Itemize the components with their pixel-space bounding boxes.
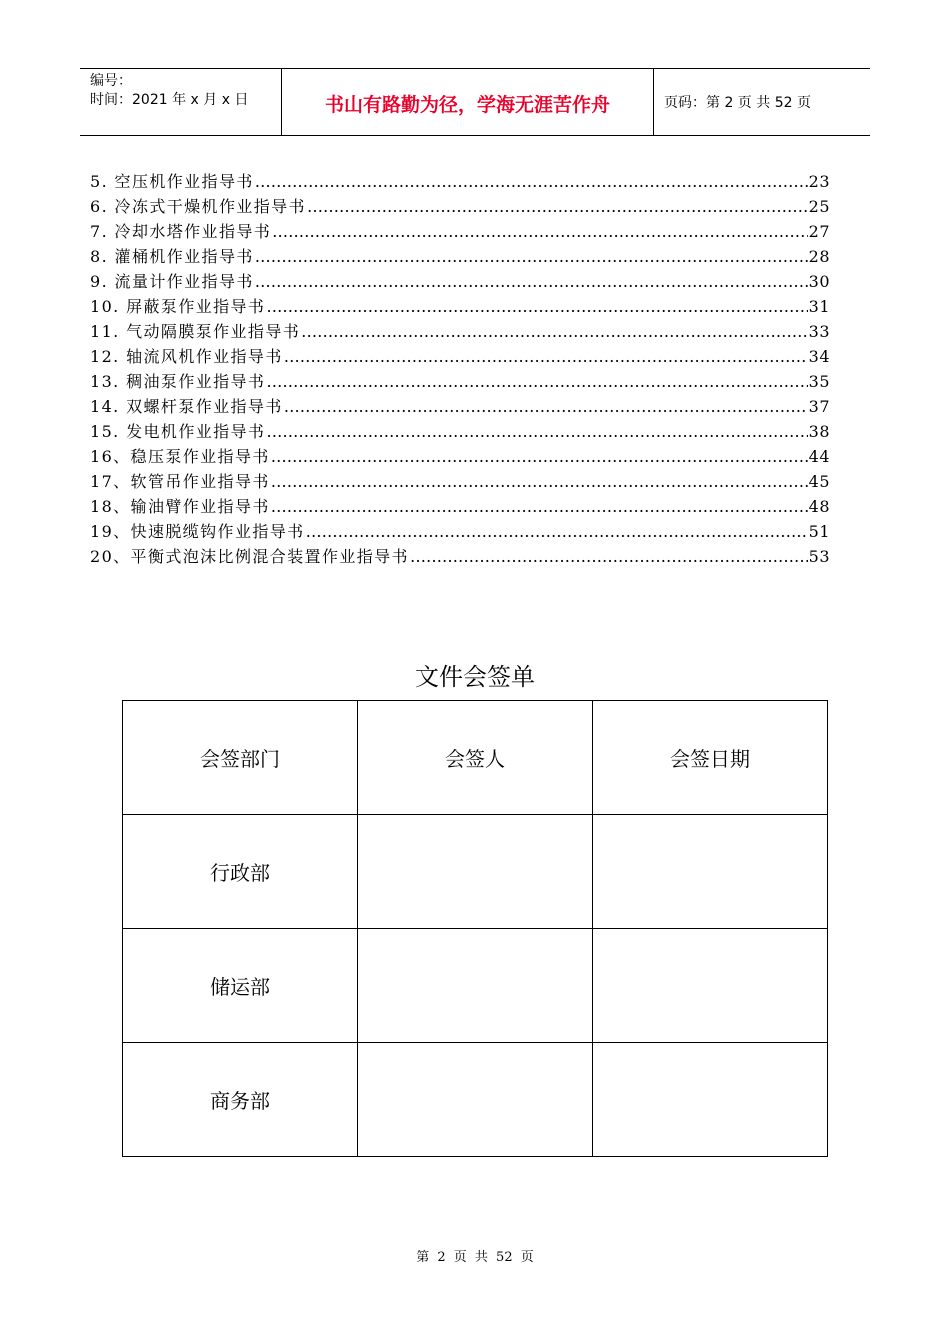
toc-entry-title: 6. 冷冻式干燥机作业指导书 — [90, 197, 306, 216]
toc-entry-title: 20、平衡式泡沫比例混合装置作业指导书 — [90, 547, 409, 566]
table-row — [123, 1043, 828, 1157]
toc-entry-page: 38 — [808, 422, 830, 441]
toc-dot-leader — [410, 544, 808, 569]
toc-dot-leader — [255, 169, 808, 194]
department-cell: 商务部 — [123, 1043, 358, 1157]
signer-cell[interactable] — [358, 1043, 593, 1157]
toc-entry-title: 7. 冷却水塔作业指导书 — [90, 222, 272, 241]
signoff-header-row — [123, 701, 828, 815]
toc-entry-title: 19、快速脱缆钩作业指导书 — [90, 522, 305, 541]
toc-entry-page: 25 — [808, 197, 830, 216]
toc-entry[interactable] — [90, 444, 830, 469]
toc-dot-leader — [266, 419, 807, 444]
toc-dot-leader — [301, 319, 808, 344]
toc-dot-leader — [271, 444, 808, 469]
toc-dot-leader — [266, 294, 807, 319]
toc-entry[interactable] — [90, 519, 830, 544]
date-cell[interactable] — [593, 815, 828, 929]
toc-dot-leader — [284, 394, 808, 419]
toc-entry-title: 16、稳压泵作业指导书 — [90, 447, 270, 466]
signer-cell[interactable] — [358, 929, 593, 1043]
toc-entry[interactable] — [90, 194, 830, 219]
column-header-date: 会签日期 — [593, 701, 828, 815]
toc-entry[interactable] — [90, 394, 830, 419]
toc-entry-page: 53 — [808, 547, 830, 566]
toc-entry[interactable] — [90, 544, 830, 569]
toc-entry[interactable] — [90, 494, 830, 519]
toc-entry-page: 44 — [808, 447, 830, 466]
toc-dot-leader — [271, 469, 808, 494]
toc-entry-title: 14. 双螺杆泵作业指导书 — [90, 397, 283, 416]
date-cell[interactable] — [593, 1043, 828, 1157]
column-header-signer: 会签人 — [358, 701, 593, 815]
toc-entry-page: 30 — [808, 272, 830, 291]
toc-entry-title: 11. 气动隔膜泵作业指导书 — [90, 322, 301, 341]
toc-entry-title: 17、软管吊作业指导书 — [90, 472, 270, 491]
toc-entry-page: 23 — [808, 172, 830, 191]
toc-dot-leader — [271, 494, 808, 519]
toc-entry-title: 18、输油臂作业指导书 — [90, 497, 270, 516]
toc-dot-leader — [307, 194, 808, 219]
toc-entry[interactable] — [90, 369, 830, 394]
signoff-sheet-title: 文件会签单 — [415, 663, 535, 691]
toc-entry-title: 9. 流量计作业指导书 — [90, 272, 254, 291]
toc-entry-page: 31 — [808, 297, 830, 316]
signoff-table — [122, 700, 828, 1157]
toc-dot-leader — [272, 219, 807, 244]
toc-entry-title: 10. 屏蔽泵作业指导书 — [90, 297, 266, 316]
toc-entry-page: 28 — [808, 247, 830, 266]
toc-entry-page: 48 — [808, 497, 830, 516]
toc-entry-title: 5. 空压机作业指导书 — [90, 172, 254, 191]
date-cell[interactable] — [593, 929, 828, 1043]
document-number-label: 编号： — [90, 73, 132, 89]
toc-entry-page: 37 — [808, 397, 830, 416]
toc-entry-page: 51 — [808, 522, 830, 541]
toc-entry[interactable] — [90, 294, 830, 319]
department-cell: 行政部 — [123, 815, 358, 929]
table-of-contents — [90, 169, 830, 569]
toc-entry-title: 13. 稠油泵作业指导书 — [90, 372, 266, 391]
toc-dot-leader — [255, 244, 808, 269]
page-footer: 第 2 页 共 52 页 — [416, 1250, 534, 1265]
signer-cell[interactable] — [358, 815, 593, 929]
toc-entry[interactable] — [90, 244, 830, 269]
department-cell: 储运部 — [123, 929, 358, 1043]
toc-entry[interactable] — [90, 269, 830, 294]
header-page-info: 页码：第 2 页 共 52 页 — [664, 95, 811, 111]
toc-entry-page: 45 — [808, 472, 830, 491]
header-top-rule — [80, 68, 870, 69]
toc-entry-page: 33 — [808, 322, 830, 341]
toc-entry-page: 34 — [808, 347, 830, 366]
toc-entry[interactable] — [90, 419, 830, 444]
toc-dot-leader — [266, 369, 807, 394]
toc-entry-page: 35 — [808, 372, 830, 391]
toc-entry[interactable] — [90, 469, 830, 494]
table-row — [123, 929, 828, 1043]
toc-entry[interactable] — [90, 169, 830, 194]
header-bottom-rule — [80, 135, 870, 136]
toc-entry-page: 27 — [808, 222, 830, 241]
toc-entry-title: 15. 发电机作业指导书 — [90, 422, 266, 441]
toc-entry-title: 12. 轴流风机作业指导书 — [90, 347, 283, 366]
toc-entry[interactable] — [90, 344, 830, 369]
document-date-label: 时间：2021 年 x 月 x 日 — [90, 92, 249, 108]
header-motto: 书山有路勤为径，学海无涯苦作舟 — [324, 94, 610, 116]
toc-entry[interactable] — [90, 319, 830, 344]
table-row — [123, 815, 828, 929]
toc-entry-title: 8. 灌桶机作业指导书 — [90, 247, 254, 266]
header-divider-right — [653, 68, 654, 136]
toc-entry[interactable] — [90, 219, 830, 244]
toc-dot-leader — [306, 519, 808, 544]
toc-dot-leader — [284, 344, 808, 369]
column-header-department: 会签部门 — [123, 701, 358, 815]
toc-dot-leader — [255, 269, 808, 294]
